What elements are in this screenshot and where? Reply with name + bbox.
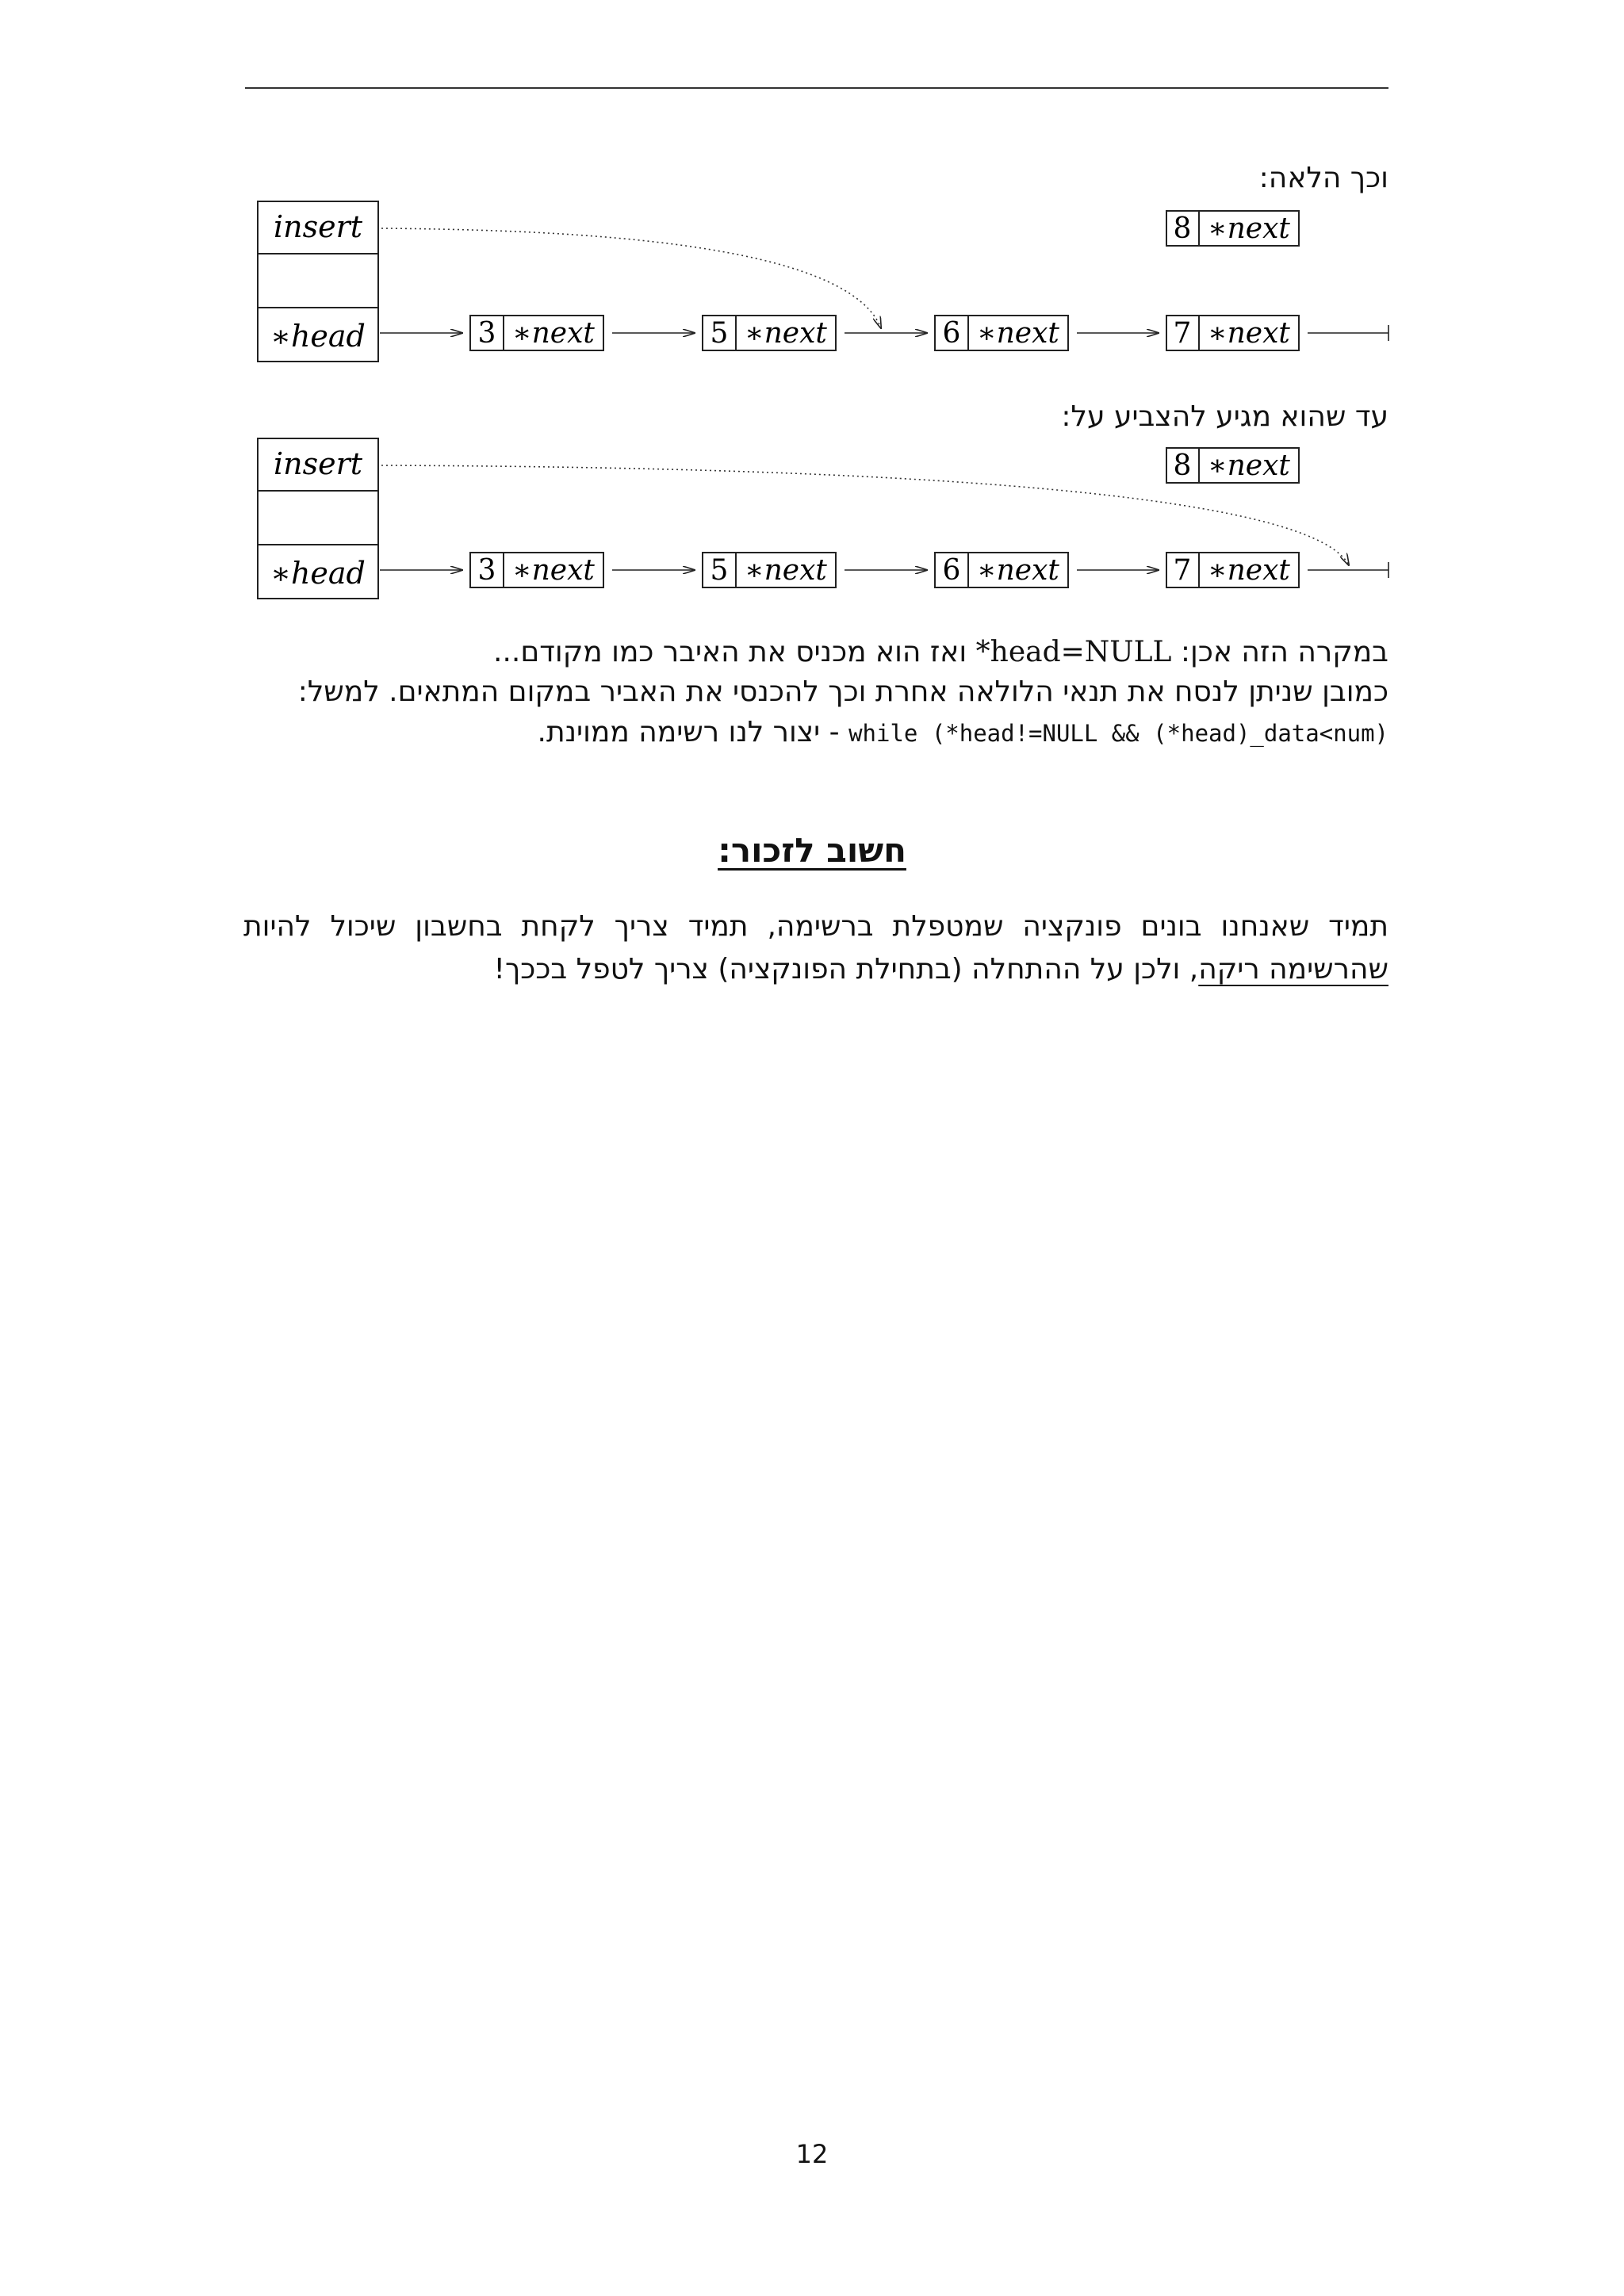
insert-label: insert: [273, 209, 363, 244]
important-paragraph-line-2: [243, 948, 1388, 991]
insert-label: insert: [273, 446, 363, 481]
node-value: 5: [710, 317, 729, 350]
section-title-text: חשוב לזכור:: [718, 831, 906, 870]
node-value: 3: [477, 554, 496, 587]
insert-pointer-arrow: [381, 228, 881, 328]
line1-part1: במקרה הזה אכן:: [1180, 636, 1388, 668]
node-value: 7: [1173, 554, 1192, 587]
important-section-title: [0, 831, 1624, 870]
list-node: [470, 553, 603, 587]
node-pointer: ∗next: [1208, 554, 1290, 587]
figure-1-caption: וכך הלאה:: [1258, 162, 1388, 194]
node-pointer: ∗next: [745, 554, 827, 587]
floating-node-value: 8: [1173, 450, 1192, 482]
line3-text: - יצור לנו רשימה ממוינת.: [537, 716, 840, 748]
list-node: [935, 316, 1068, 350]
explanation-line-1: [493, 638, 1388, 667]
page-number: 12: [795, 2139, 829, 2169]
diagram-2-svg: [245, 432, 1395, 614]
list-node: [470, 316, 603, 350]
node-pointer: ∗next: [512, 554, 595, 587]
head-null-code: *head=NULL: [975, 636, 1172, 668]
node-pointer: ∗next: [977, 554, 1059, 587]
while-condition-code: while (*head!=NULL && (*head)_data<num): [848, 720, 1388, 747]
explanation-line-3: [538, 718, 1389, 747]
head-label: ∗head: [270, 556, 366, 591]
list-node: [1166, 316, 1299, 350]
node-pointer: ∗next: [512, 317, 595, 350]
line1-part2: ואז הוא מכניס את האיבר כמו מקודם...: [493, 636, 967, 668]
empty-list-underlined: שהרשימה ריקה: [1198, 953, 1388, 985]
header-rule: [245, 87, 1388, 89]
list-node: [935, 553, 1068, 587]
floating-node-value: 8: [1173, 212, 1192, 245]
node-value: 5: [710, 554, 729, 587]
explanation-line-2: כמובן שניתן לנסח את תנאי הלולאה אחרת וכך להכנסי את האביר במקום המתאים. למשל:: [297, 675, 1388, 708]
important-paragraph-line-1: תמיד שאנחנו בונים פונקציה שמטפלת ברשימה, תמיד צריך לקחת בחשבון שיכול להיות: [243, 910, 1388, 943]
paragraph-rest: , ולכן על ההתחלה (בתחילת הפונקציה) צריך לטפל בככך!: [493, 953, 1199, 985]
list-node: [1166, 553, 1299, 587]
floating-node-pointer: ∗next: [1208, 212, 1290, 245]
diagram-1-svg: [245, 195, 1395, 377]
list-node: [703, 316, 836, 350]
node-pointer: ∗next: [977, 317, 1059, 350]
insert-pointer-arrow: [381, 465, 1349, 565]
node-value: 3: [477, 317, 496, 350]
node-value: 6: [942, 317, 961, 350]
node-pointer: ∗next: [745, 317, 827, 350]
node-value: 6: [942, 554, 961, 587]
head-label: ∗head: [270, 319, 366, 354]
figure-2-caption: עד שהוא מגיע להצביע על:: [1061, 400, 1388, 433]
list-node: [703, 553, 836, 587]
node-pointer: ∗next: [1208, 317, 1290, 350]
node-value: 7: [1173, 317, 1192, 350]
floating-node-pointer: ∗next: [1208, 450, 1290, 482]
linked-list-diagram-1: [245, 195, 1395, 377]
linked-list-diagram-2: [245, 432, 1395, 614]
